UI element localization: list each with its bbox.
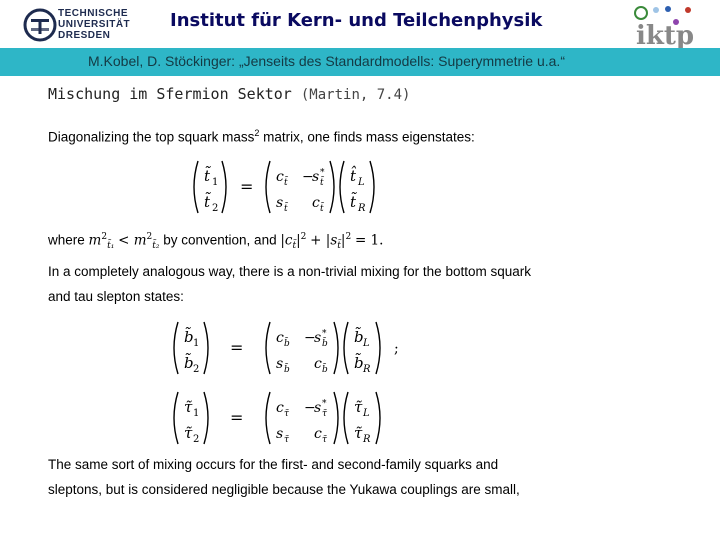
svg-text:τ̃: τ̃ [354, 424, 363, 442]
text-line-1: Diagonalizing the top squark mass$^2$ matrix, one finds mass eigenstates: [48, 128, 475, 145]
svg-text:τ̃: τ̃ [184, 398, 193, 416]
svg-text:c: c [312, 195, 320, 211]
svg-text:2: 2 [193, 364, 200, 375]
svg-text:t̃: t̃ [320, 204, 324, 214]
svg-text:R: R [363, 364, 371, 375]
iktp-logo-text: iktp [636, 21, 695, 48]
svg-text:b̃: b̃ [184, 328, 194, 346]
svg-text:τ̃: τ̃ [184, 424, 193, 442]
svg-text:c: c [314, 426, 322, 442]
svg-text:−: − [302, 169, 314, 185]
svg-text:c: c [276, 330, 284, 346]
svg-text:s: s [312, 169, 320, 185]
svg-text:L: L [363, 408, 370, 419]
svg-text:=: = [230, 338, 244, 357]
svg-text:t̃: t̃ [204, 167, 211, 185]
svg-text:b̃: b̃ [322, 339, 328, 349]
slide-header [0, 0, 720, 48]
text-line-2: where $m^2_{t̃_1} < m^2_{t̃_2}$ by convention, and $|c_{t̃}|^2 + |s_{t̃}|^2 = 1$. [48, 232, 384, 252]
svg-text:b̃: b̃ [354, 354, 364, 372]
text-line-6: sleptons, but is considered negligible because the Yukawa couplings are small, [48, 482, 520, 497]
svg-text:1: 1 [193, 338, 200, 349]
svg-text:t̃: t̃ [284, 204, 288, 214]
svg-text:t̃: t̃ [204, 193, 211, 211]
text-line-4: and tau slepton states: [48, 289, 184, 304]
tau-slepton-mixing-equation [170, 388, 430, 450]
svg-text:τ̃: τ̃ [284, 409, 289, 419]
svg-text:*: * [322, 329, 327, 339]
svg-text:R: R [363, 434, 371, 445]
svg-text:b̃: b̃ [322, 365, 328, 375]
svg-text:s: s [276, 195, 284, 211]
svg-text:L: L [358, 177, 365, 188]
svg-text:R: R [358, 203, 366, 214]
svg-text:c: c [276, 400, 284, 416]
banner-text: M.Kobel, D. Stöckinger: „Jenseits des Standardmodells: Superymmetrie u.a.“ [88, 53, 565, 69]
iktp-logo [628, 2, 708, 48]
svg-text:=: = [230, 408, 244, 427]
university-name: TECHNISCHE UNIVERSITÄT DRESDEN [58, 8, 131, 41]
svg-text:s: s [314, 330, 322, 346]
svg-text:s: s [314, 400, 322, 416]
svg-text:L: L [363, 338, 370, 349]
slide-reference: (Martin, 7.4) [300, 87, 411, 103]
svg-text:−: − [304, 330, 316, 346]
svg-text:t̂: t̂ [350, 167, 357, 185]
svg-text:τ̃: τ̃ [322, 409, 327, 419]
svg-text:s: s [276, 356, 284, 372]
svg-text:τ̃: τ̃ [354, 398, 363, 416]
svg-text:b̃: b̃ [284, 365, 290, 375]
svg-text:1: 1 [193, 408, 200, 419]
svg-text:τ̃: τ̃ [322, 435, 327, 445]
svg-text:c: c [276, 169, 284, 185]
svg-text:c: c [314, 356, 322, 372]
svg-text:2: 2 [212, 203, 219, 214]
svg-text:*: * [322, 399, 327, 409]
institute-title: Institut für Kern- und Teilchenphysik [170, 10, 543, 31]
text-line-3: In a completely analogous way, there is a non-trivial mixing for the bottom squark [48, 264, 531, 279]
svg-text:2: 2 [193, 434, 200, 445]
text-line-5: The same sort of mixing occurs for the first- and second-family squarks and [48, 457, 499, 472]
svg-text:b̃: b̃ [354, 328, 364, 346]
svg-text:t̃: t̃ [350, 193, 357, 211]
svg-text:1: 1 [212, 177, 219, 188]
svg-text:b̃: b̃ [184, 354, 194, 372]
svg-text:s: s [276, 426, 284, 442]
svg-text:*: * [320, 168, 325, 178]
svg-text:=: = [240, 177, 254, 196]
svg-text:τ̃: τ̃ [284, 435, 289, 445]
slide-title [48, 85, 410, 103]
svg-text:b̃: b̃ [284, 339, 290, 349]
svg-text:t̃: t̃ [284, 178, 288, 188]
top-squark-mixing-equation [190, 155, 450, 220]
svg-text:t̃: t̃ [320, 178, 324, 188]
svg-text:;: ; [394, 341, 399, 357]
svg-text:−: − [304, 400, 316, 416]
bottom-squark-mixing-equation [170, 318, 430, 380]
slide-title-text: Mischung im Sfermion Sektor [48, 85, 292, 103]
